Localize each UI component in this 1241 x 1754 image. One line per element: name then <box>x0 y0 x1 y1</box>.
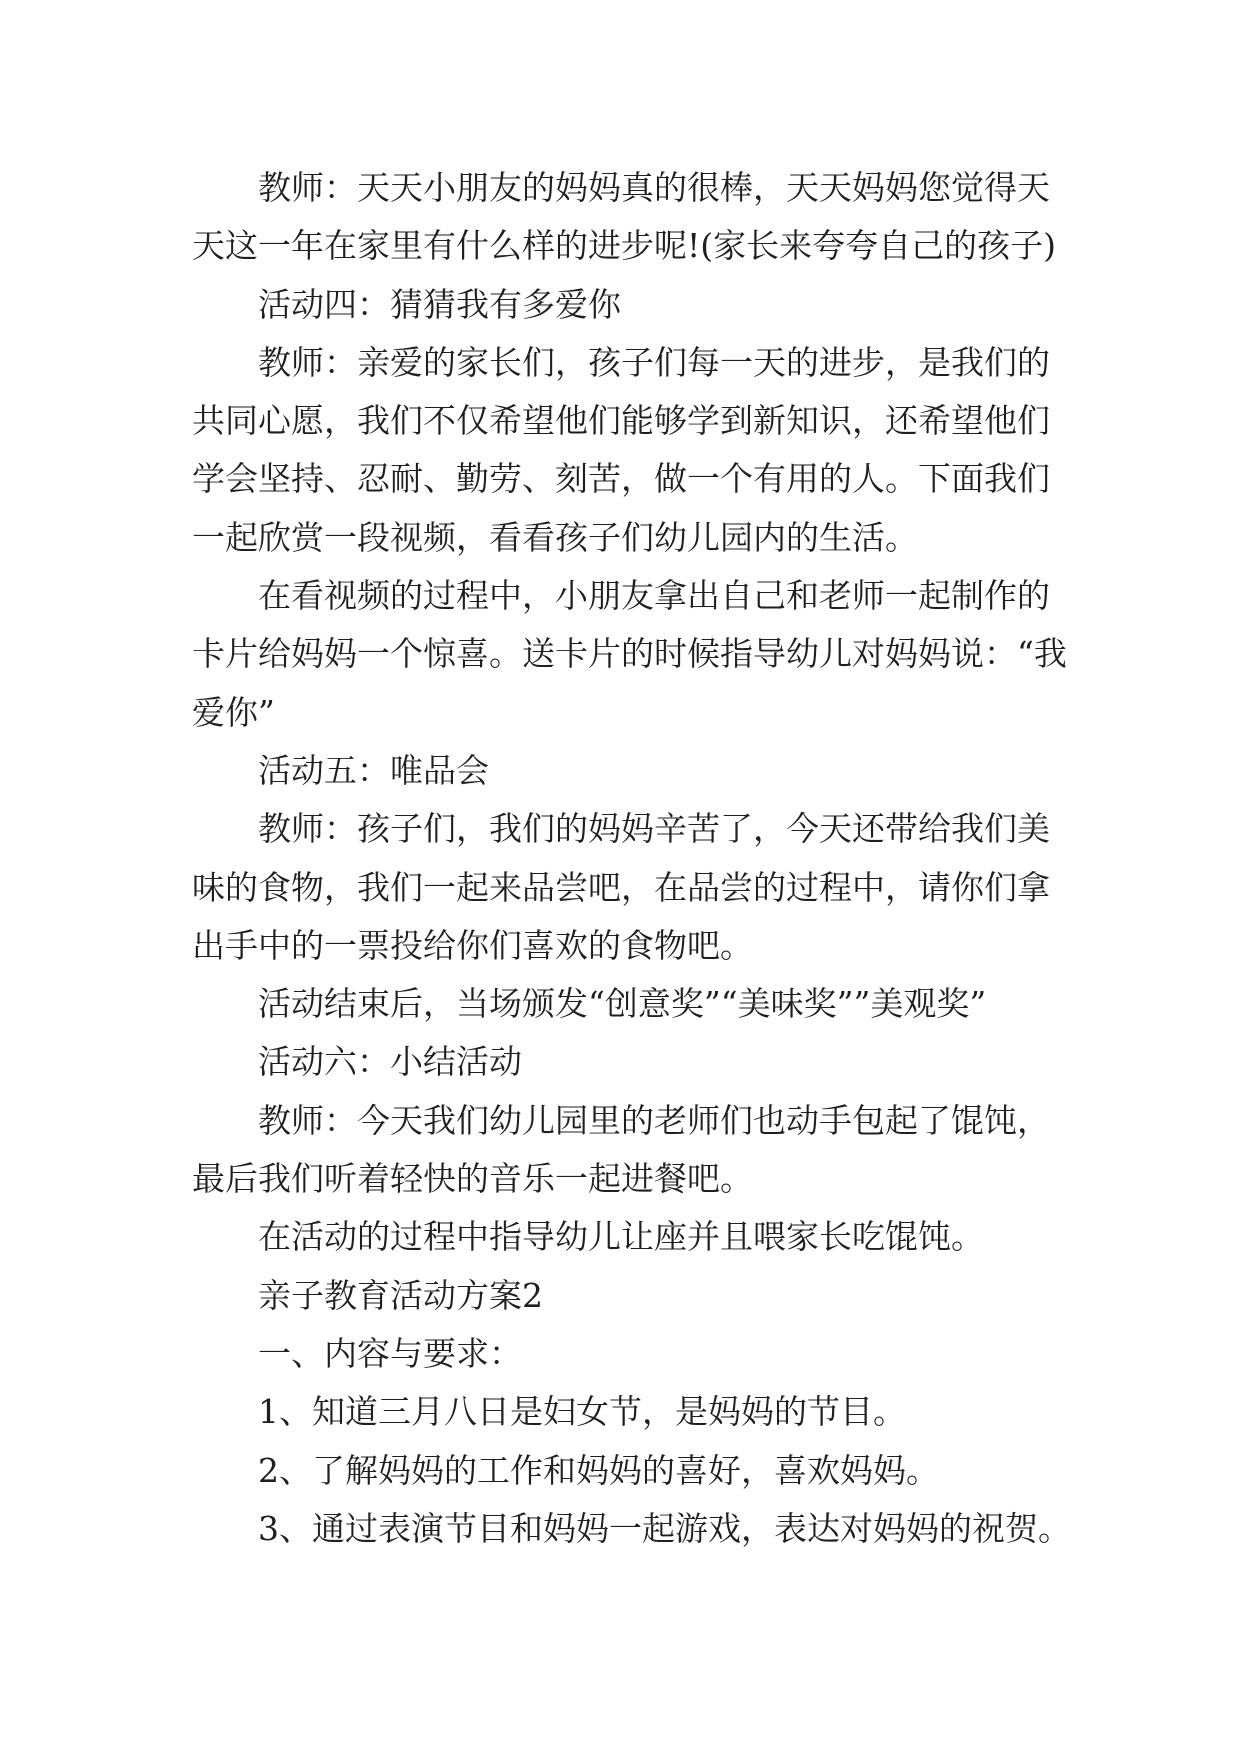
card-gift-paragraph: 在看视频的过程中，小朋友拿出自己和老师一起制作的卡片给妈妈一个惊喜。送卡片的时候指导幼儿对妈妈说：“我爱你” <box>192 576 1067 732</box>
requirement-item-3: 3、通过表演节目和妈妈一起游戏，表达对妈妈的祝贺。 <box>258 1508 1071 1548</box>
content-requirements-heading: 一、内容与要求： <box>258 1333 522 1373</box>
activity-four-heading: 活动四：猜猜我有多爱你 <box>258 284 621 324</box>
activity-six-heading: 活动六：小结活动 <box>258 1042 522 1082</box>
plan-two-title: 亲子教育活动方案2 <box>258 1275 543 1315</box>
requirement-item-2: 2、了解妈妈的工作和妈妈的喜好，喜欢妈妈。 <box>258 1450 939 1490</box>
teacher-dumpling-paragraph: 教师：今天我们幼儿园里的老师们也动手包起了馄饨，最后我们听着轻快的音乐一起进餐吧。 <box>192 1100 1050 1199</box>
document-body <box>192 159 1073 1558</box>
dumpling-feeding-paragraph: 在活动的过程中指导幼儿让座并且喂家长吃馄饨。 <box>258 1217 984 1257</box>
teacher-praise-paragraph: 教师：天天小朋友的妈妈真的很棒，天天妈妈您觉得天天这一年在家里有什么样的进步呢!(家长来夸夸自己的孩子) <box>192 168 1057 266</box>
activity-five-heading: 活动五：唯品会 <box>258 750 489 790</box>
award-paragraph: 活动结束后，当场颁发“创意奖”“美味奖””美观奖” <box>258 984 987 1024</box>
teacher-address-paragraph: 教师：亲爱的家长们，孩子们每一天的进步，是我们的共同心愿，我们不仅希望他们能够学到新知识，还希望他们学会坚持、忍耐、勤劳、刻苦，做一个有用的人。下面我们一起欣赏一段视频，看看孩子们幼儿园内的生活。 <box>192 342 1050 557</box>
requirement-item-1: 1、知道三月八日是妇女节，是妈妈的节目。 <box>258 1392 906 1432</box>
teacher-food-paragraph: 教师：孩子们，我们的妈妈辛苦了，今天还带给我们美味的食物，我们一起来品尝吧，在品尝的过程中，请你们拿出手中的一票投给你们喜欢的食物吧。 <box>192 809 1050 965</box>
